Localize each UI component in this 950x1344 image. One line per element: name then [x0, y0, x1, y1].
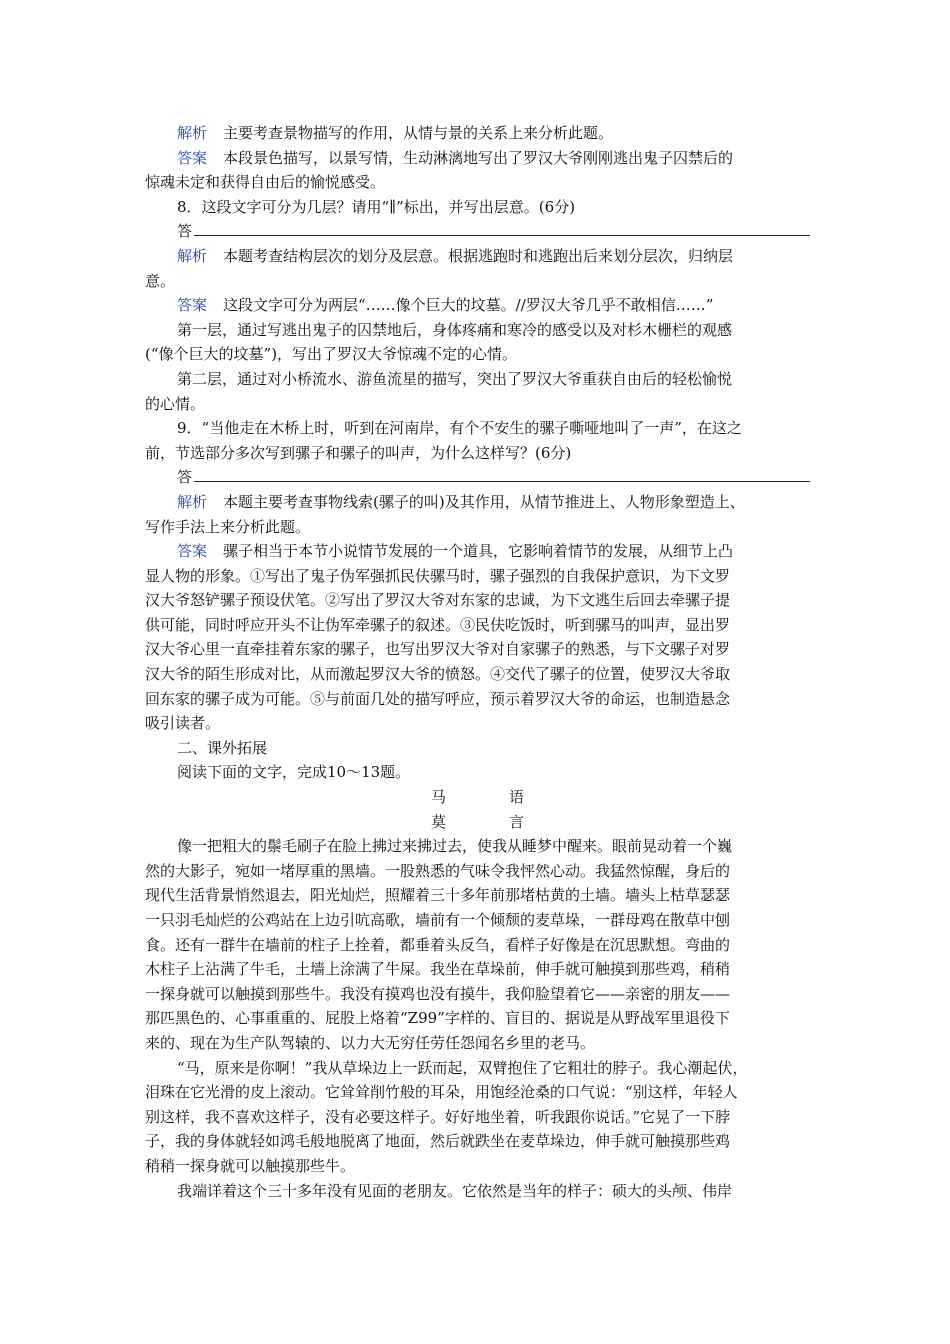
q9-answer-blank: [145, 465, 810, 490]
q9-answer-line-5: 汉大爷心里一直牵挂着东家的骡子，也写出罗汉大爷对自家骡子的熟悉，与下文骡子对罗: [145, 640, 731, 659]
q8-layer2-line-1: 第二层，通过对小桥流水、游鱼流星的描写，突出了罗汉大爷重获自由后的轻松愉悦: [177, 369, 733, 388]
q9-answer-line-3: 汉大爷怒铲骡子预设伏笔。②写出了罗汉大爷对东家的忠诚，为下文逃生后回去牵骡子提: [145, 591, 731, 610]
q8-layer2-line-2: 的心情。: [145, 394, 206, 413]
q7-answer-line: [145, 146, 810, 171]
q8-question: 8．这段文字可分为几层？请用“∥”标出，并写出层意。(6分): [177, 197, 576, 216]
analysis-label: 解析: [177, 124, 208, 142]
answer-blank-line[interactable]: [194, 466, 810, 482]
q7-answer-text: 本段景色描写，以景写情，生动淋漓地写出了罗汉大爷刚刚逃出鬼子囚禁后的: [223, 148, 734, 167]
q8-layer1-line-1: 第一层，通过写逃出鬼子的囚禁地后，身体疼痛和寒冷的感受以及对杉木栅栏的观感: [177, 320, 733, 339]
para1-line: 那匹黑色的、心事重重的、屁股上烙着“Z99”字样的、盲目的、据说是从野战军里退役下: [145, 1009, 730, 1028]
q9-answer-line-8: 吸引读者。: [145, 714, 221, 733]
para2-line: 别这样，我不喜欢这样子，没有必要这样子。好好地坐着，听我跟你说话。”它晃了一下脖: [145, 1107, 731, 1126]
q9-analysis-line-2: 写作手法上来分析此题。: [145, 517, 311, 536]
answer-label: 答案: [177, 148, 208, 167]
para1-line: 木柱子上沾满了牛毛，土墙上涂满了牛屎。我坐在草垛前，伸手就可触摸到那些鸡，稍稍: [145, 960, 731, 979]
q7-answer-line-2: 惊魂未定和获得自由后的愉悦感受。: [145, 173, 386, 192]
q9-question-line-2: 前，节选部分多次写到骡子和骡子的叫声，为什么这样写？(6分): [145, 443, 572, 462]
answer-prefix: 答: [177, 222, 193, 241]
q9-answer-text: 骡子相当于本节小说情节发展的一个道具，它影响着情节的发展，从细节上凸: [223, 542, 734, 561]
answer-label: 答案: [177, 296, 208, 315]
para2-line: 子，我的身体就轻如鸿毛般地脱离了地面，然后就跌坐在麦草垛边，伸手就可触摸那些鸡: [145, 1132, 731, 1151]
q9-question-line-1: 9．“当他走在木桥上时，听到在河南岸，有个不安生的骡子嘶哑地叫了一声”，在这之: [177, 419, 742, 438]
q8-answer-line: [145, 293, 810, 318]
para1-line: 一探身就可以触摸到那些牛。我没有摸鸡也没有摸牛，我仰脸望着它——亲密的朋友——: [145, 984, 731, 1003]
para1-line: 一只羽毛灿烂的公鸡站在上边引吭高歌，墙前有一个倾颓的麦草垛，一群母鸡在散草中刨: [145, 911, 731, 929]
article-title: 马 语: [430, 788, 548, 807]
q8-answer-blank: [145, 219, 810, 244]
q9-analysis-line: [145, 490, 810, 515]
para2-line: 稍稍一探身就可以触摸那些牛。: [145, 1156, 356, 1175]
para2-line: “马，原来是你啊！”我从草垛边上一跃而起，双臂抱住了它粗壮的脖子。我心潮起伏，: [177, 1058, 748, 1077]
answer-prefix: 答: [177, 468, 193, 487]
para1-line: 食。还有一群牛在墙前的柱子上拴着，都垂着头反刍，看样子好像是在沉思默想。弯曲的: [145, 935, 731, 954]
q9-answer-line-4: 供可能，同时呼应开头不让伪军牵骡子的叙述。③民伕吃饭时，听到骡马的叫声，显出罗: [145, 615, 731, 634]
analysis-label: 解析: [177, 492, 208, 511]
answer-label: 答案: [177, 542, 208, 561]
q9-answer-line-2: 显人物的形象。①写出了鬼子伪军强抓民伕骡马时，骡子强烈的自我保护意识，为下文罗: [145, 566, 731, 585]
q9-answer-line: [145, 539, 810, 564]
q9-answer-line-7: 回东家的骡子成为可能。⑤与前面几处的描写呼应，预示着罗汉大爷的命运，也制造悬念: [145, 689, 731, 708]
para2-line: 泪珠在它光滑的皮上滚动。它耸耸削竹般的耳朵，用饱经沧桑的口气说：“别这样，年轻人: [145, 1083, 738, 1102]
answer-blank-line[interactable]: [194, 220, 810, 236]
section-instruction: 阅读下面的文字，完成10～13题。: [177, 763, 411, 782]
q7-analysis-line: [145, 121, 810, 146]
para1-line: 现代生活背景悄然退去，阳光灿烂，照耀着三十多年前那堵枯黄的土墙。墙头上枯草瑟瑟: [145, 886, 731, 905]
q9-answer-line-6: 汉大爷的陌生形成对比，从而激起罗汉大爷的愤怒。④交代了骡子的位置，使罗汉大爷取: [145, 665, 731, 684]
para1-line: 像一把粗大的鬃毛刷子在脸上拂过来拂过去，使我从睡梦中醒来。眼前晃动着一个巍: [177, 837, 733, 856]
section-heading: 二、课外拓展: [177, 738, 268, 757]
q8-answer-text: 这段文字可分为两层“……像个巨大的坟墓。//罗汉大爷几乎不敢相信……”: [223, 296, 714, 315]
q9-analysis-text: 本题主要考查事物线索(骡子的叫)及其作用，从情节推进上、人物形象塑造上、: [223, 492, 745, 511]
q8-analysis-text: 本题考查结构层次的划分及层意。根据逃跑时和逃跑出后来划分层次，归纳层: [223, 246, 734, 265]
q7-analysis-text: 主要考查景物描写的作用，从情与景的关系上来分析此题。: [223, 124, 614, 142]
q8-layer1-line-2: (“像个巨大的坟墓”)，写出了罗汉大爷惊魂不定的心情。: [145, 345, 518, 364]
page-content: [145, 121, 810, 1203]
para1-line: 来的、现在为生产队驾辕的、以力大无穷任劳任怨闻名乡里的老马。: [145, 1033, 596, 1052]
para3-line: 我端详着这个三十多年没有见面的老朋友。它依然是当年的样子：硕大的头颅、伟岸: [177, 1181, 733, 1200]
q8-analysis-line: [145, 244, 810, 269]
q8-analysis-line-2: 意。: [145, 271, 176, 290]
analysis-label: 解析: [177, 246, 208, 265]
article-author: 莫 言: [430, 812, 548, 831]
para1-line: 然的大影子，宛如一堵厚重的黑墙。一股熟悉的气味令我怦然心动。我猛然惊醒，身后的: [145, 861, 731, 880]
